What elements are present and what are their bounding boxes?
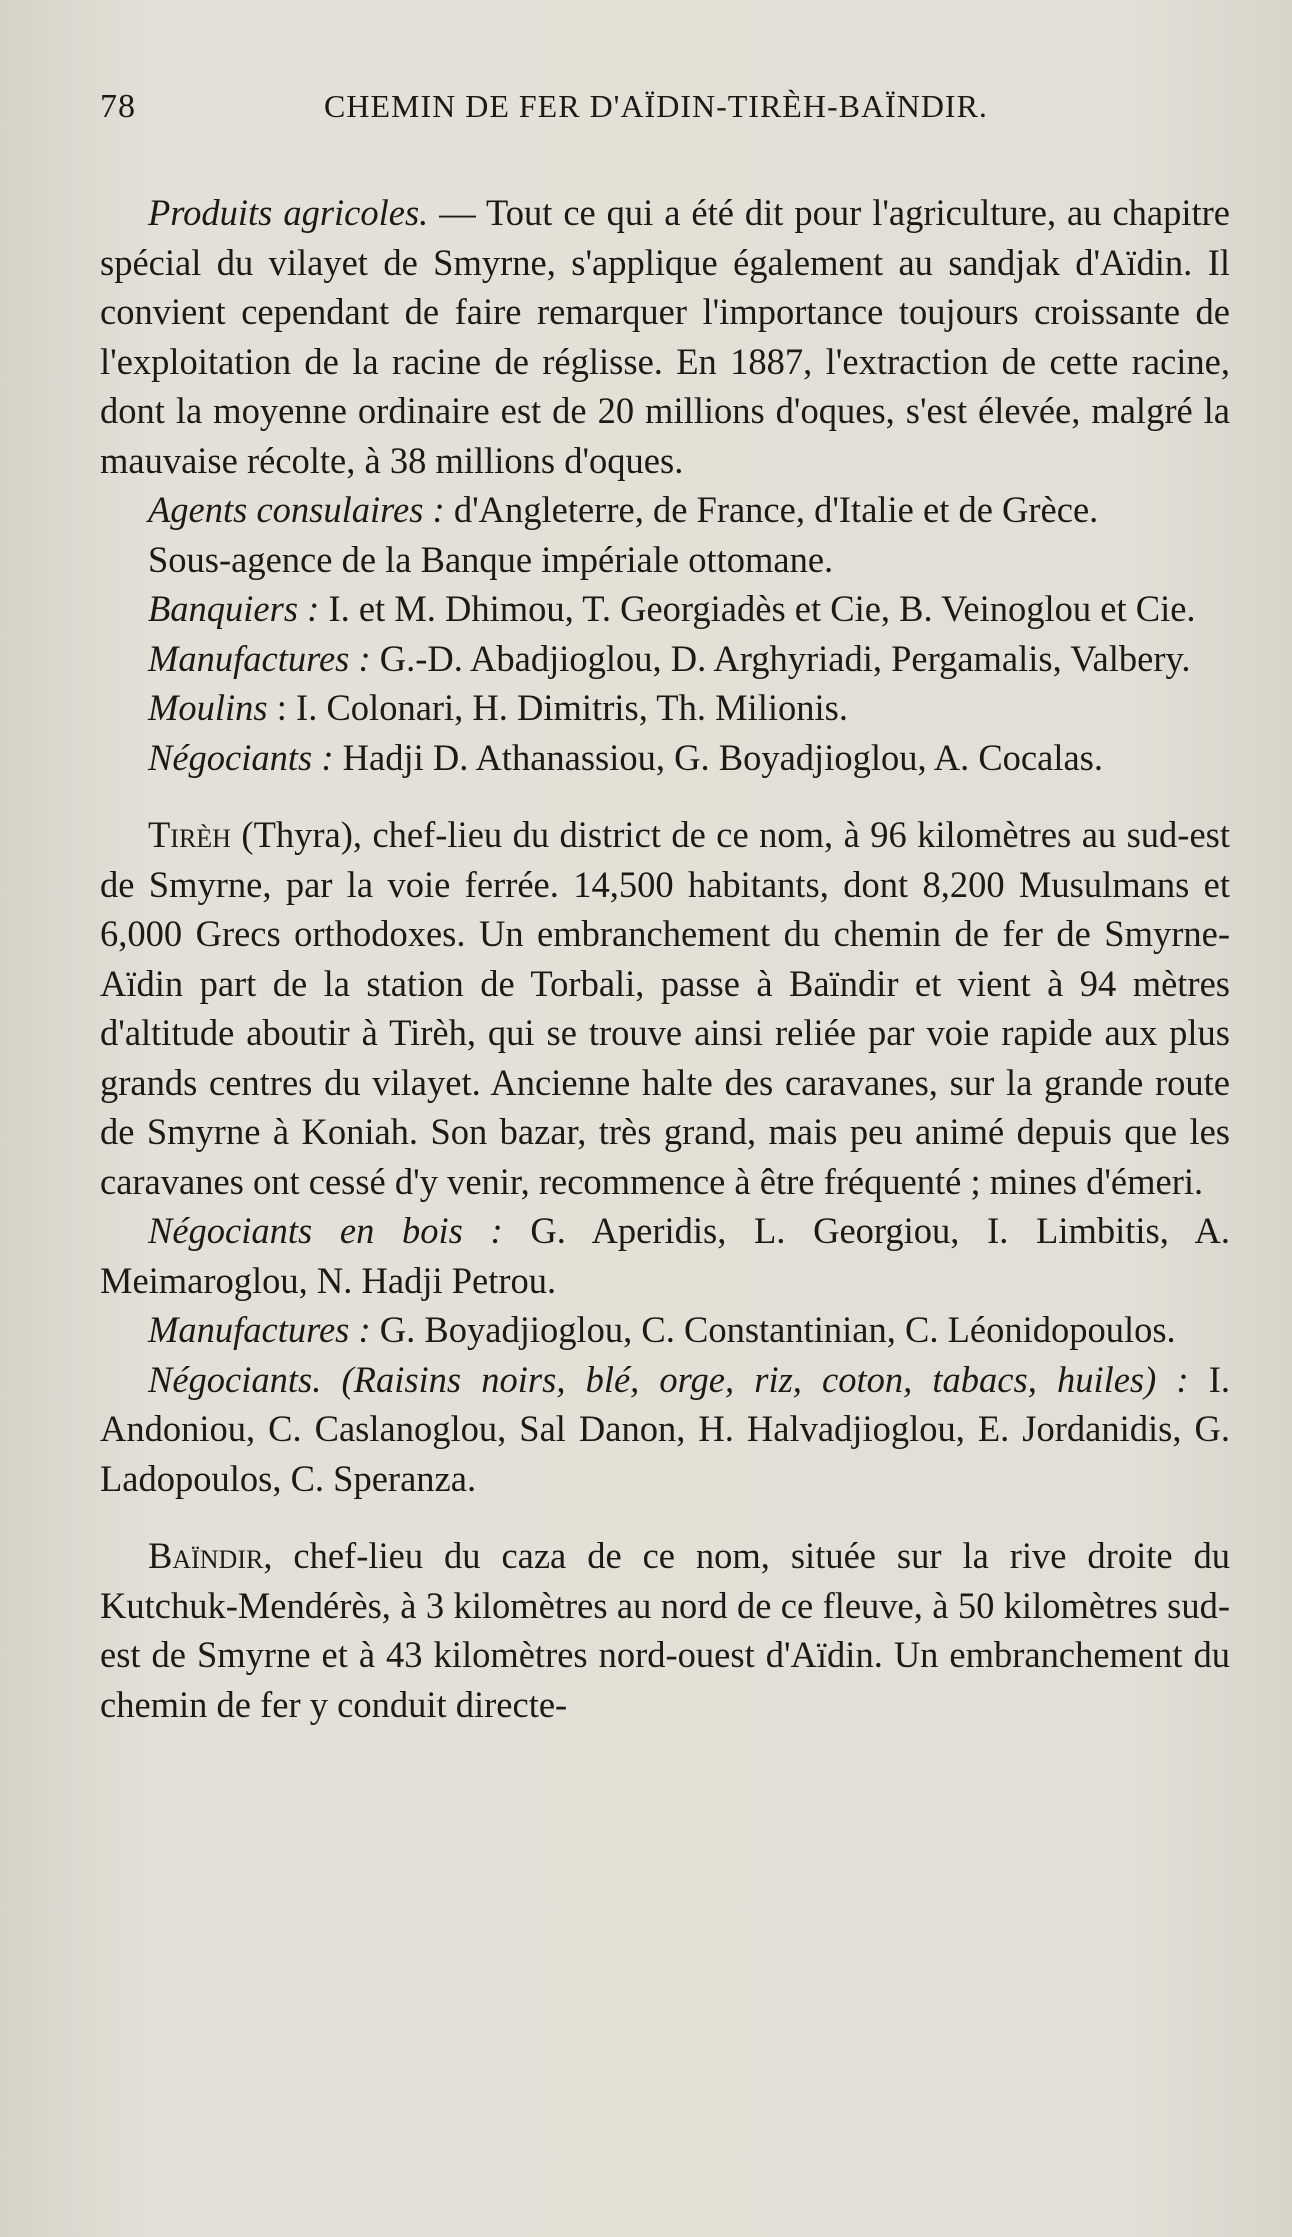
page-number: 78: [100, 88, 136, 125]
paragraph-tireh: [100, 810, 1230, 1206]
label-banquiers: Banquiers :: [148, 588, 320, 629]
text-negociants-bois: G. Aperidis, L. Georgiou, I. Limbitis, A. Meimaroglou, N. Hadji Petrou.: [100, 1210, 1231, 1301]
paragraph-produits-agricoles: [100, 188, 1230, 485]
text-banquiers: I. et M. Dhimou, T. Georgiadès et Cie, B. Veinoglou et Cie.: [319, 588, 1196, 629]
label-negociants-tireh: Négociants. (Raisins noirs, blé, orge, riz, coton, tabacs, huiles) :: [148, 1358, 1189, 1400]
page-header: [100, 88, 1230, 148]
paragraph-banquiers: [100, 584, 1230, 634]
label-agents-consulaires: Agents consulaires :: [148, 489, 445, 530]
label-negociants-aidin: Négociants :: [148, 736, 334, 778]
place-name-tireh: Tirèh: [148, 814, 231, 855]
paragraph-negociants-aidin: [100, 733, 1230, 783]
label-manufactures-aidin: Manufactures :: [148, 637, 371, 679]
text-produits-agricoles: — Tout ce qui a été dit pour l'agriculture, au chapitre spécial du vilayet de Smyrne, s'applique également au sandjak d'Aïdin. Il convient cependant de faire remarquer l'importance toujours croissante de l'exploitation de la racine de réglisse. En 1887, l'extraction de cette racine, dont la moyenne ordinaire est de 20 millions d'oques, s'est élevée, malgré la mauvaise récolte, à 38 millions d'oques.: [100, 192, 1230, 481]
text-negociants-tireh: I. Andoniou, C. Caslanoglou, Sal Danon, H. Halvadjioglou, E. Jordanidis, G. Ladopoulos, C. Speranza.: [100, 1358, 1231, 1499]
paragraph-agents-consulaires: [100, 485, 1230, 535]
text-baindir: , chef-lieu du caza de ce nom, située sur la rive droite du Kutchuk-Mendérès, à 3 kilomètres au nord de ce fleuve, à 50 kilomètres sud-est de Smyrne et à 43 kilomètres nord-ouest d'Aïdin. Un embranchement du chemin de fer y conduit directe-: [100, 1535, 1230, 1725]
paragraph-moulins: [100, 683, 1230, 733]
text-banque-imperiale: Sous-agence de la Banque impériale ottomane.: [148, 538, 834, 580]
page-content: [100, 188, 1230, 1729]
paragraph-negociants-bois: [100, 1206, 1230, 1305]
text-manufactures-tireh: G. Boyadjioglou, C. Constantinian, C. Léonidopoulos.: [370, 1309, 1176, 1350]
text-moulins: : I. Colonari, H. Dimitris, Th. Milionis.: [267, 687, 848, 728]
label-moulins: Moulins: [148, 687, 268, 728]
paragraph-manufactures-tireh: [100, 1305, 1230, 1355]
text-negociants-aidin: Hadji D. Athanassiou, G. Boyadjioglou, A. Cocalas.: [333, 736, 1103, 778]
text-agents-consulaires: d'Angleterre, de France, d'Italie et de Grèce.: [444, 489, 1099, 530]
paragraph-banque-imperiale: [100, 535, 1230, 585]
text-tireh: (Thyra), chef-lieu du district de ce nom, à 96 kilomètres au sud-est de Smyrne, par la voie ferrée. 14,500 habitants, dont 8,200 Musulmans et 6,000 Grecs orthodoxes. Un embranchement du chemin de fer de Smyrne-Aïdin part de la station de Torbali, passe à Baïndir et vient à 94 mètres d'altitude aboutir à Tirèh, qui se trouve ainsi reliée par voie rapide aux plus grands centres du vilayet. Ancienne halte des caravanes, sur la grande route de Smyrne à Koniah. Son bazar, très grand, mais peu animé depuis que les caravanes ont cessé d'y venir, recommence à être fréquenté ; mines d'émeri.: [100, 814, 1230, 1202]
text-manufactures-aidin: G.-D. Abadjioglou, D. Arghyriadi, Pergamalis, Valbery.: [370, 637, 1191, 679]
paragraph-manufactures-aidin: [100, 634, 1230, 684]
paragraph-negociants-tireh: [100, 1355, 1230, 1504]
label-manufactures-tireh: Manufactures :: [148, 1309, 371, 1350]
paragraph-baindir: [100, 1531, 1230, 1729]
place-name-baindir: Baïndir: [148, 1535, 264, 1576]
label-produits-agricoles: Produits agricoles.: [148, 192, 429, 233]
label-negociants-bois: Négociants en bois :: [148, 1210, 503, 1251]
running-head: CHEMIN DE FER D'AÏDIN-TIRÈH-BAÏNDIR.: [324, 88, 988, 124]
